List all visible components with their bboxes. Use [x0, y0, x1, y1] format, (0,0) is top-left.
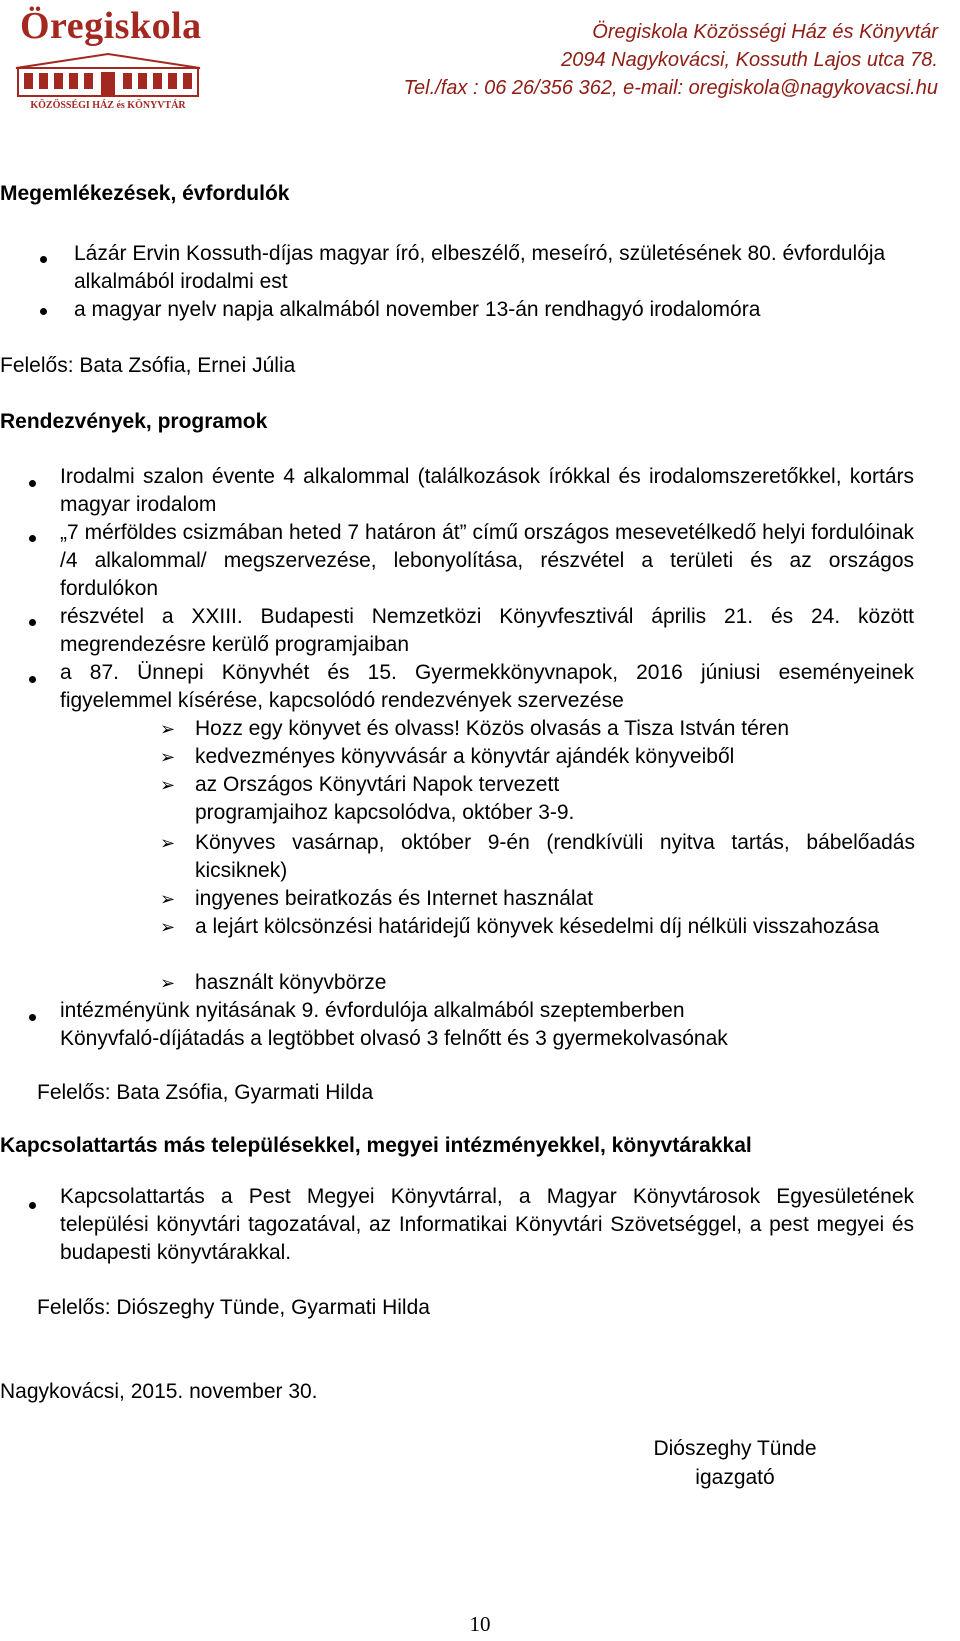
list-item: a magyar nyelv napja alkalmából november 13-án rendhagyó irodalomóra: [74, 298, 761, 321]
contact-phone-email[interactable]: Tel./fax : 06 26/356 362, e-mail: oregiskola@nagykovacsi.hu: [403, 77, 938, 99]
building-icon: [12, 52, 204, 100]
list-item: „7 mérföldes csizmában heted 7 határon át” című országos mesevetélkedő helyi fordulóinak /4 alkalommal/ megszervezése, lebonyolítása, részvétel a területi és az országos fordulókon: [60, 521, 914, 600]
signer-title: igazgató: [695, 1466, 775, 1489]
list-item: intézményünk nyitásának 9. évfordulója alkalmából szeptemberben Könyvfaló-díjátadás a legtöbbet olvasó 3 felnőtt és 3 gyermekolvasónak: [60, 999, 728, 1050]
institution-logo: [12, 4, 204, 112]
list-item: részvétel a XXIII. Budapesti Nemzetközi Könyvfesztivál április 21. és 24. között megrendezésre kerülő programjaiban: [60, 605, 914, 656]
signer-name: Diószeghy Tünde: [653, 1437, 817, 1460]
list-item: Irodalmi szalon évente 4 alkalommal (találkozások írókkal és irodalomszeretőkkel, kortárs magyar irodalom: [60, 465, 914, 516]
page-number: 10: [469, 1612, 491, 1636]
responsible-persons: Felelős: Diószeghy Tünde, Gyarmati Hilda: [37, 1296, 430, 1319]
bullet-icon: [29, 1014, 36, 1021]
bullet-icon: [29, 480, 36, 487]
list-item: a 87. Ünnepi Könyvhét és 15. Gyermekkönyvnapok, 2016 júniusi eseményeinek figyelemmel kísérése, kapcsolódó rendezvények szervezése: [60, 661, 914, 712]
list-item: Kapcsolattartás a Pest Megyei Könyvtárral, a Magyar Könyvtárosok Egyesületének települési könyvtári tagozatával, az Informatikai Könyvtári Szövetséggel, a pest megyei és budapesti könyvtárakkal.: [60, 1185, 914, 1264]
sub-list-item: az Országos Könyvtári Napok tervezett programjaihoz kapcsolódva, október 3-9.: [195, 773, 575, 824]
arrow-bullet-icon: ➢: [160, 833, 176, 853]
sub-list-item: kedvezményes könyvvásár a könyvtár ajándék könyveiből: [195, 745, 735, 768]
section-heading-events: Rendezvények, programok: [0, 410, 268, 433]
sub-list-item: Hozz egy könyvet és olvass! Közös olvasás a Tisza István téren: [195, 717, 790, 740]
contact-block: [404, 18, 938, 102]
arrow-bullet-icon: ➢: [160, 775, 176, 795]
bullet-icon: [29, 535, 36, 542]
section-heading-commemorations: Megemlékezések, évfordulók: [0, 182, 290, 205]
logo-wordmark: Öregiskola: [20, 5, 202, 47]
sub-list-item: használt könyvbörze: [195, 971, 387, 994]
bullet-icon: [29, 619, 36, 626]
arrow-bullet-icon: ➢: [160, 917, 176, 937]
bullet-icon: [40, 256, 47, 263]
responsible-persons: Felelős: Bata Zsófia, Gyarmati Hilda: [37, 1081, 374, 1104]
sub-list-item: a lejárt kölcsönzési határidejű könyvek késedelmi díj nélküli visszahozása: [195, 915, 880, 938]
arrow-bullet-icon: ➢: [160, 747, 176, 767]
logo-subtitle: KÖZÖSSÉGI HÁZ és KÖNYVTÁR: [30, 100, 186, 111]
bullet-icon: [29, 1202, 36, 1209]
arrow-bullet-icon: ➢: [160, 973, 176, 993]
section-heading-partnerships: Kapcsolattartás más településekkel, megyei intézményekkel, könyvtárakkal: [0, 1134, 752, 1157]
contact-institution: Öregiskola Közösségi Ház és Könyvtár: [592, 21, 938, 43]
signature-block: [620, 1434, 850, 1492]
responsible-persons: Felelős: Bata Zsófia, Ernei Júlia: [0, 354, 296, 377]
sub-list-item: Könyves vasárnap, október 9-én (rendkívüli nyitva tartás, bábelőadás kicsiknek): [195, 831, 915, 882]
arrow-bullet-icon: ➢: [160, 719, 176, 739]
bullet-icon: [29, 676, 36, 683]
contact-address: 2094 Nagykovácsi, Kossuth Lajos utca 78.: [561, 49, 938, 71]
sub-list-item: ingyenes beiratkozás és Internet használat: [195, 887, 594, 910]
place-and-date: Nagykovácsi, 2015. november 30.: [0, 1380, 318, 1403]
arrow-bullet-icon: ➢: [160, 889, 176, 909]
bullet-icon: [40, 308, 47, 315]
list-item: Lázár Ervin Kossuth-díjas magyar író, elbeszélő, meseíró, születésének 80. évfordulója alkalmából irodalmi est: [74, 242, 886, 293]
